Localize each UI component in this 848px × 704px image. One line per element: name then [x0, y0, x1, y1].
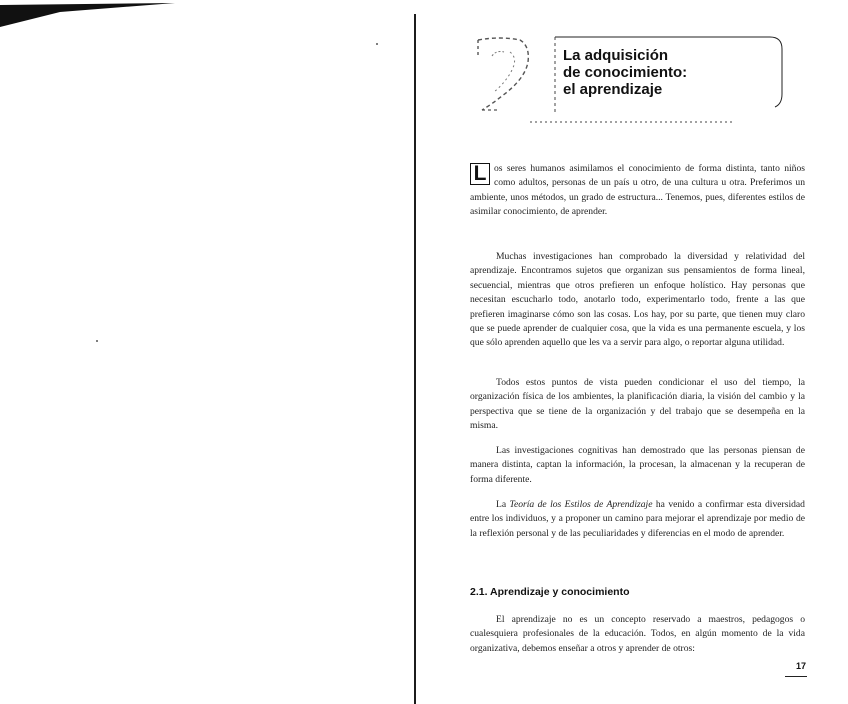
paragraph-text: La: [496, 499, 510, 510]
scan-speck: [96, 340, 98, 342]
italic-title: Teoría de los Estilos de Aprendizaje: [509, 499, 653, 510]
paragraph: [470, 250, 805, 351]
chapter-title-line: de conocimiento:: [563, 64, 688, 81]
page-number: 17: [795, 661, 806, 671]
paragraph-intro: [470, 162, 805, 220]
chapter-number-graphic: [470, 34, 550, 114]
book-gutter: [414, 14, 416, 704]
paragraph-text: Muchas investigaciones han comprobado la diversidad y relatividad del aprendizaje. Encontramos sujetos que organizan sus pensamientos de forma lineal, secuencial, mientras que otros prefieren un enfoque holístico. Hay personas que necesitan escucharlo todo, anotarlo todo, experimentarlo todo, frente a las que prefieren imaginarse cómo son las cosas. Los hay, por su parte, que tienen muy claro que se puede aprender de cualquier cosa, que la vida es una permanente escuela, y los que sólo aprenden aquello que les va a servir para algo, o reportar alguna utilidad.: [470, 251, 805, 349]
scan-speck: [376, 43, 378, 45]
paragraph-text: Las investigaciones cognitivas han demostrado que las personas piensan de manera distinta, captan la información, la procesan, la almacenan y la recuperan de forma diferente.: [470, 445, 805, 485]
scan-edge-streak: [0, 0, 175, 30]
paragraph: [470, 613, 805, 656]
chapter-header: [470, 34, 790, 134]
paragraph: [470, 376, 805, 434]
paragraph-text: El aprendizaje no es un concepto reservado a maestros, pedagogos o cualesquiera profesionales de la educación. Todos, en algún momento de la vida organizativa, debemos enseñar a otros y aprender de otros:: [470, 614, 805, 654]
chapter-title-line: La adquisición: [563, 47, 669, 64]
chapter-title-line: el aprendizaje: [563, 81, 663, 98]
paragraph: [470, 444, 805, 487]
paragraph-text: Todos estos puntos de vista pueden condicionar el uso del tiempo, la organización física de los ambientes, la planificación diaria, la visión del cambio y la perspectiva que se tiene de la organización y del trabajo que se desempeña en la misma.: [470, 377, 805, 432]
drop-cap: L: [470, 163, 490, 185]
section-heading: 2.1. Aprendizaje y conocimiento: [470, 586, 630, 598]
paragraph-text: ha venido a confirmar esta diversidad entre los individuos, y a proponer un camino para mejorar el aprendizaje por medio de la reflexión personal y de las peculiaridades y diferencias en el modo de aprender.: [470, 499, 805, 539]
paragraph-text: os seres humanos asimilamos el conocimiento de forma distinta, tanto niños como adultos, personas de un país u otro, de una cultura u otra. Preferimos un ambiente, unos métodos, un grado de estructura... Tenemos, pues, diferentes estilos de asimilar conocimiento, de aprender.: [470, 163, 805, 218]
chapter-title: [563, 47, 783, 98]
paragraph: [470, 498, 805, 541]
page-number-rule: [785, 676, 807, 677]
